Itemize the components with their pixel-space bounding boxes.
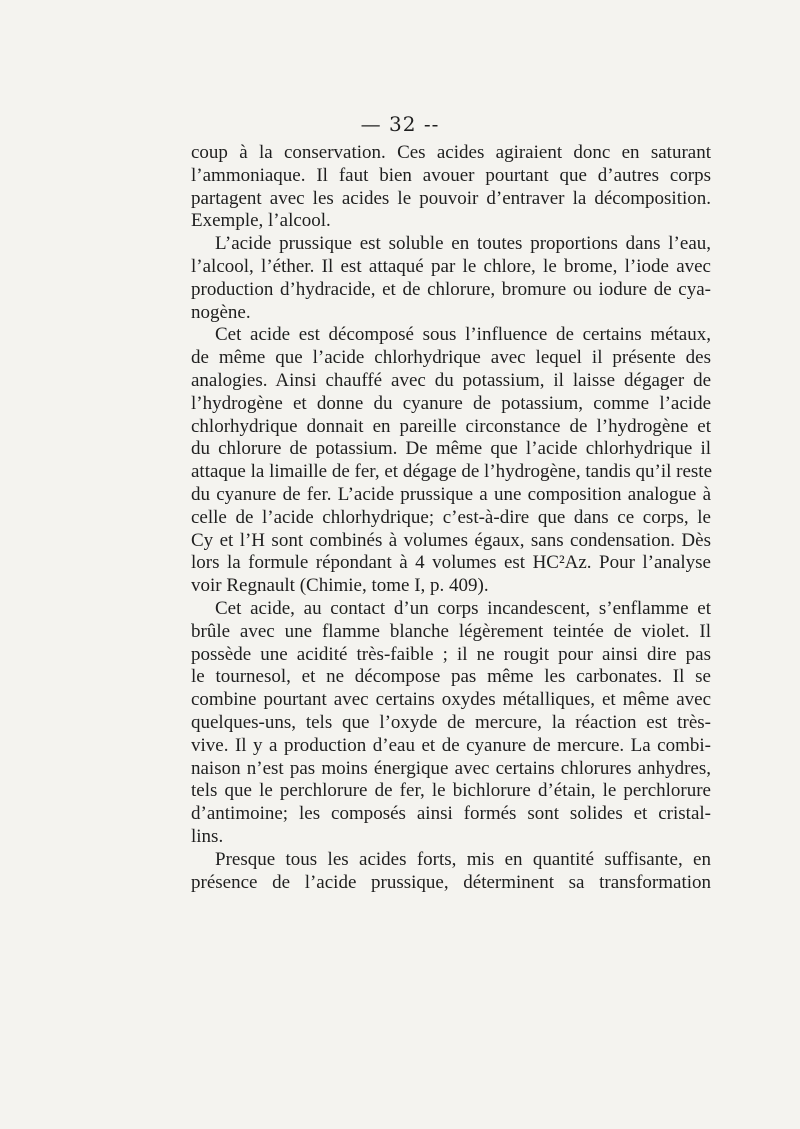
text-line: brûle avec une flamme blanche légèrement teintée de violet. Il — [191, 620, 711, 642]
text-line: celle de l’acide chlorhydrique; c’est-à-dire que dans ce corps, le — [191, 506, 711, 528]
text-line: Presque tous les acides forts, mis en quantité suffisante, en — [215, 848, 711, 870]
text-line: quelques-uns, tels que l’oxyde de mercure, la réaction est très- — [191, 711, 711, 733]
text-line: du cyanure de fer. L’acide prussique a une composition analogue à — [191, 483, 711, 505]
text-line: combine pourtant avec certains oxydes métalliques, et même avec — [191, 689, 711, 711]
text-line: l’ammoniaque. Il faut bien avouer pourtant que d’autres corps — [191, 164, 711, 186]
body-text — [191, 142, 711, 894]
text-line: nogène. — [191, 301, 251, 323]
text-line: présence de l’acide prussique, déterminent sa transformation — [191, 871, 711, 893]
text-line: Cy et l’H sont combinés à volumes égaux, sans condensation. Dès — [191, 529, 711, 551]
text-line: production d’hydracide, et de chlorure, bromure ou iodure de cya- — [191, 278, 711, 300]
text-line: vive. Il y a production d’eau et de cyanure de mercure. La combi- — [191, 734, 711, 756]
text-line: Exemple, l’alcool. — [191, 210, 331, 232]
text-line: l’alcool, l’éther. Il est attaqué par le chlore, le brome, l’iode avec — [191, 255, 711, 277]
text-line: du chlorure de potassium. De même que l’acide chlorhydrique il — [191, 438, 711, 460]
text-line: chlorhydrique donnait en pareille circonstance de l’hydrogène et — [191, 415, 711, 437]
paragraph — [191, 849, 711, 895]
text-line: Cet acide est décomposé sous l’influence de certains métaux, — [215, 324, 711, 346]
paragraph — [191, 324, 711, 598]
text-line: naison n’est pas moins énergique avec certains chlorures anhydres, — [191, 757, 711, 779]
text-line: possède une acidité très-faible ; il ne rougit pour ainsi dire pas — [191, 643, 711, 665]
text-line: de même que l’acide chlorhydrique avec lequel il présente des — [191, 347, 711, 369]
text-line: le tournesol, et ne décompose pas même les carbonates. Il se — [191, 666, 711, 688]
text-line: partagent avec les acides le pouvoir d’entraver la décomposition. — [191, 187, 711, 209]
text-line: voir Regnault (Chimie, tome I, p. 409). — [191, 575, 489, 597]
paragraph — [191, 142, 711, 233]
text-line: coup à la conservation. Ces acides agiraient donc en saturant — [191, 142, 711, 163]
page-number: — 32 -- — [360, 112, 440, 136]
text-line: analogies. Ainsi chauffé avec du potassium, il laisse dégager de — [191, 369, 711, 391]
text-line: tels que le perchlorure de fer, le bichlorure d’étain, le perchlorure — [191, 780, 711, 802]
text-line: L’acide prussique est soluble en toutes proportions dans l’eau, — [215, 233, 711, 255]
text-line: attaque la limaille de fer, et dégage de l’hydrogène, tandis qu’il reste — [191, 461, 712, 483]
paragraph — [191, 598, 711, 849]
text-line: lins. — [191, 825, 224, 847]
text-line: l’hydrogène et donne du cyanure de potassium, comme l’acide — [191, 392, 711, 414]
text-line: Cet acide, au contact d’un corps incandescent, s’enflamme et — [215, 597, 711, 619]
paragraph — [191, 233, 711, 324]
text-line: d’antimoine; les composés ainsi formés sont solides et cristal- — [191, 803, 711, 825]
text-line: lors la formule répondant à 4 volumes est HC²Az. Pour l’analyse — [191, 552, 711, 574]
